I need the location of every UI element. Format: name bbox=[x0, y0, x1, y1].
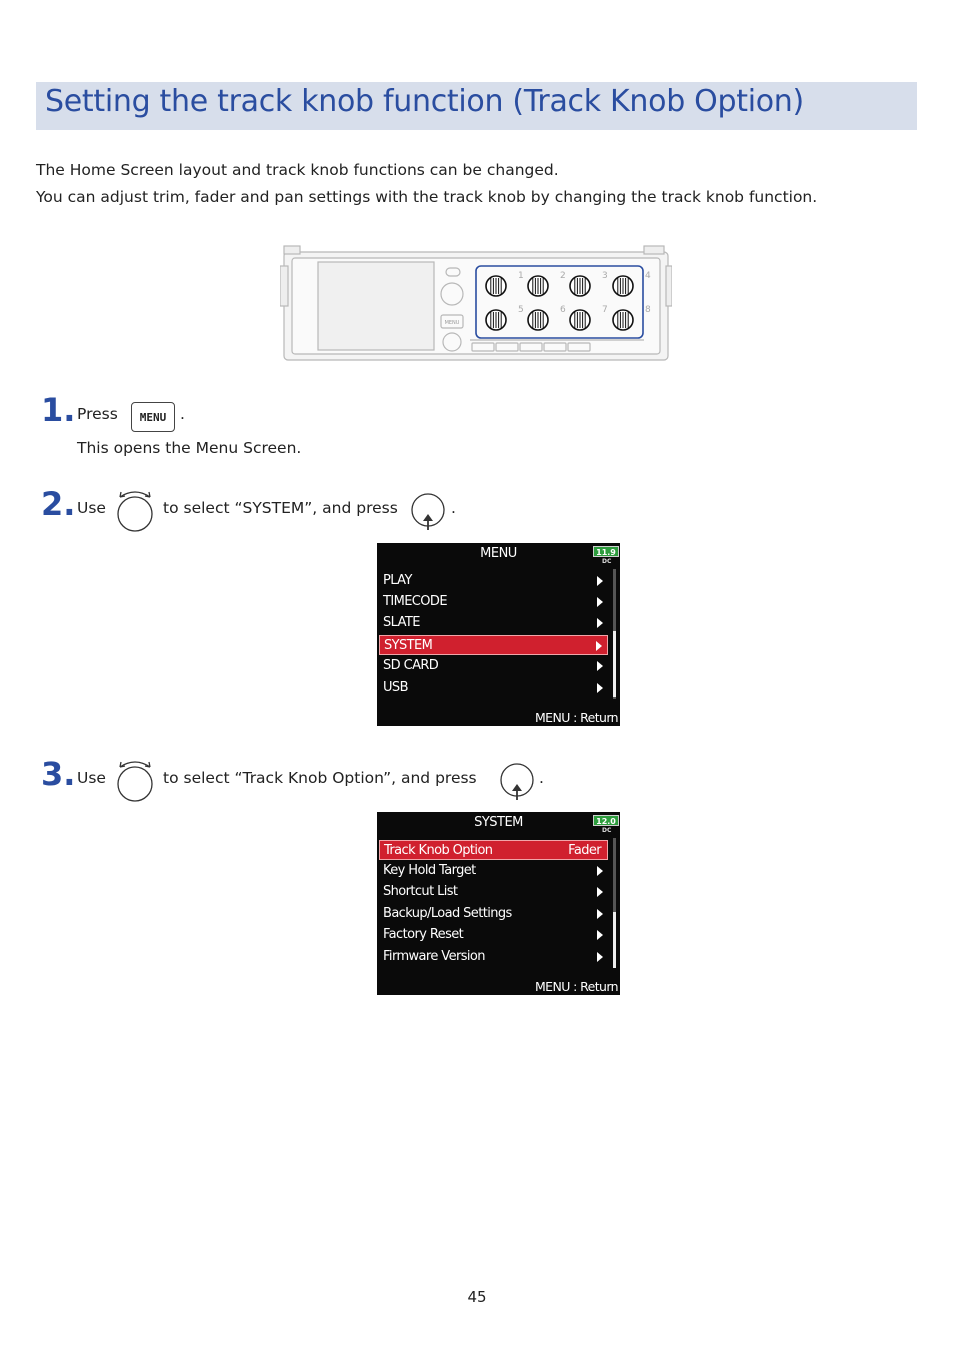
step-3-middle: to select “Track Knob Option”, and press bbox=[163, 769, 477, 787]
step-1-end: . bbox=[180, 405, 185, 423]
step-2-middle: to select “SYSTEM”, and press bbox=[163, 499, 398, 517]
menu-item-timecode[interactable]: TIMECODE bbox=[379, 592, 608, 612]
track-number-label: 4 bbox=[645, 271, 651, 281]
screen-title: SYSTEM bbox=[474, 815, 523, 830]
system-item-backup-load-settings[interactable]: Backup/Load Settings bbox=[379, 904, 608, 924]
arrow-right-icon bbox=[597, 887, 603, 897]
dial-rotate-icon bbox=[114, 488, 156, 534]
system-screen bbox=[377, 812, 620, 995]
screen-footer: MENU : Return bbox=[534, 710, 618, 725]
track-number-label: 5 bbox=[518, 305, 524, 315]
menu-item-usb[interactable]: USB bbox=[379, 678, 608, 698]
track-number-label: 8 bbox=[645, 305, 651, 315]
arrow-right-icon bbox=[597, 576, 603, 586]
page-number: 45 bbox=[467, 1288, 487, 1306]
track-knob-option-value: Fader bbox=[568, 843, 601, 858]
track-number-label: 7 bbox=[602, 305, 608, 315]
arrow-right-icon bbox=[597, 930, 603, 940]
system-item-shortcut-list[interactable]: Shortcut List bbox=[379, 882, 608, 902]
menu-item-play[interactable]: PLAY bbox=[379, 571, 608, 591]
screen-footer: MENU : Return bbox=[534, 979, 618, 994]
menu-key-icon: MENU bbox=[131, 402, 175, 432]
menu-item-system[interactable]: SYSTEM bbox=[379, 635, 608, 655]
system-item-track-knob-option[interactable]: Track Knob Option Fader bbox=[379, 840, 608, 860]
section-title-bar bbox=[36, 82, 917, 130]
arrow-right-icon bbox=[597, 597, 603, 607]
track-number-label: 1 bbox=[518, 271, 524, 281]
system-item-key-hold-target[interactable]: Key Hold Target bbox=[379, 861, 608, 881]
arrow-right-icon bbox=[597, 952, 603, 962]
track-number-label: 3 bbox=[602, 271, 608, 281]
arrow-right-icon bbox=[596, 641, 602, 651]
arrow-right-icon bbox=[597, 618, 603, 628]
track-number-label: 2 bbox=[560, 271, 566, 281]
system-item-firmware-version[interactable]: Firmware Version bbox=[379, 947, 608, 967]
step-3-number: 3. bbox=[41, 755, 76, 793]
system-item-factory-reset[interactable]: Factory Reset bbox=[379, 925, 608, 945]
menu-item-sd-card[interactable]: SD CARD bbox=[379, 656, 608, 676]
page-title: Setting the track knob function (Track Knob Option) bbox=[45, 84, 804, 119]
dial-press-icon bbox=[410, 492, 446, 532]
step-1-sub: This opens the Menu Screen. bbox=[77, 439, 302, 457]
arrow-right-icon bbox=[597, 866, 603, 876]
track-number-label: 6 bbox=[560, 305, 566, 315]
arrow-right-icon bbox=[597, 661, 603, 671]
step-3-text: Use bbox=[77, 769, 106, 787]
step-1-text: Press bbox=[77, 405, 118, 423]
battery-source-label: DC bbox=[602, 827, 612, 834]
menu-item-slate[interactable]: SLATE bbox=[379, 613, 608, 633]
recorder-device-illustration bbox=[280, 244, 672, 364]
intro-line-1: The Home Screen layout and track knob functions can be changed. bbox=[36, 161, 559, 179]
battery-indicator: 11.9 bbox=[593, 546, 619, 557]
scrollbar-thumb[interactable] bbox=[613, 912, 616, 968]
dial-rotate-icon bbox=[114, 758, 156, 804]
arrow-right-icon bbox=[597, 683, 603, 693]
intro-text bbox=[36, 157, 817, 211]
battery-indicator: 12.0 bbox=[593, 815, 619, 826]
intro-line-2: You can adjust trim, fader and pan settings with the track knob by changing the track knob function. bbox=[36, 188, 818, 206]
step-3-end: . bbox=[539, 769, 544, 787]
scrollbar-thumb[interactable] bbox=[613, 631, 616, 697]
menu-screen bbox=[377, 543, 620, 726]
screen-title: MENU bbox=[480, 546, 517, 561]
dial-press-icon bbox=[499, 762, 535, 802]
step-2-number: 2. bbox=[41, 485, 76, 523]
arrow-right-icon bbox=[597, 909, 603, 919]
step-2-end: . bbox=[451, 499, 456, 517]
battery-source-label: DC bbox=[602, 558, 612, 565]
svg-text:MENU: MENU bbox=[444, 320, 460, 326]
step-1-number: 1. bbox=[41, 391, 76, 429]
step-2-text: Use bbox=[77, 499, 106, 517]
